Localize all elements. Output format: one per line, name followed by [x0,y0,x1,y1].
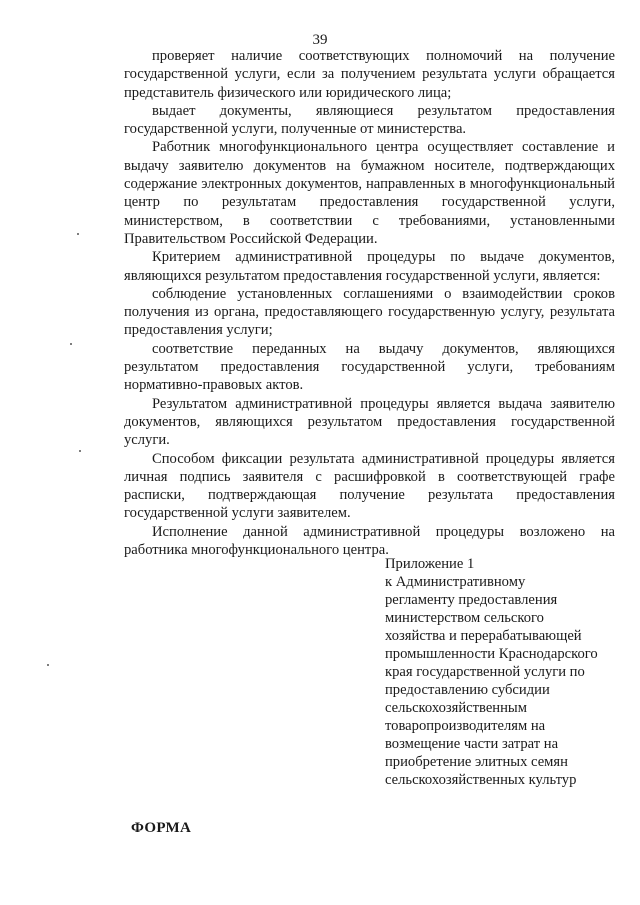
form-heading: ФОРМА [131,820,192,836]
scan-speck [70,343,72,345]
appendix-block [385,555,640,789]
appendix-line: края государственной услуги по [385,664,585,680]
appendix-line: хозяйства и перерабатывающей [385,628,582,644]
paragraph-2: выдает документы, являющиеся результатом предоставления государственной услуги, полученные от министерства. [124,102,615,138]
paragraph-3: Работник многофункционального центра осуществляет составление и выдачу заявителю документов на бумажном носителе, подтверждающих содержание электронных документов, направленных в многофункциональный центр по результатам предоставления государственной услуги, министерством, в соответствии с требованиями, установленными Правительством Российской Федерации. [124,139,615,247]
paragraph-8: Способом фиксации результата административной процедуры является личная подпись заявителя с расшифровкой в соответствующей графе расписки, подтверждающая получение результата предоставления государственной услуги заявителем. [124,450,615,522]
paragraph-5: соблюдение установленных соглашениями о взаимодействии сроков получения из органа, предоставляющего государственную услугу, результата предоставления услуги; [124,285,615,339]
scan-speck [79,450,81,452]
paragraph-7: Результатом административной процедуры является выдача заявителю документов, являющихся результатом предоставления государственной услуги. [124,395,615,449]
paragraph-4: Критерием административной процедуры по выдаче документов, являющихся результатом предоставления государственной услуги, является: [124,249,615,284]
appendix-line: товаропроизводителям на [385,718,546,734]
paragraph-6: соответствие переданных на выдачу документов, являющихся результатом предоставления государственной услуги, требованиям нормативно-правовых актов. [124,340,615,394]
paragraph-9: Исполнение данной административной процедуры возложено на работника многофункционального центра. [124,523,615,559]
appendix-line: министерством сельского [385,610,544,626]
appendix-line: регламенту предоставления [385,592,558,608]
scan-speck [47,664,49,666]
appendix-line: Приложение 1 [385,556,475,572]
page-number: 39 [312,32,328,48]
appendix-line: приобретение элитных семян [385,754,568,770]
appendix-line: промышленности Краснодарского [385,646,598,662]
body-text [124,47,615,559]
appendix-line: предоставлению субсидии [385,682,550,698]
scan-speck [77,233,79,235]
appendix-line: возмещение части затрат на [385,736,559,752]
appendix-line: сельскохозяйственных культур [385,772,577,788]
appendix-line: к Административному [385,574,526,590]
appendix-line: сельскохозяйственным [385,700,527,716]
paragraph-1: проверяет наличие соответствующих полномочий на получение государственной услуги, если за получением результата услуги обращается представитель физического или юридического лица; [124,48,615,101]
